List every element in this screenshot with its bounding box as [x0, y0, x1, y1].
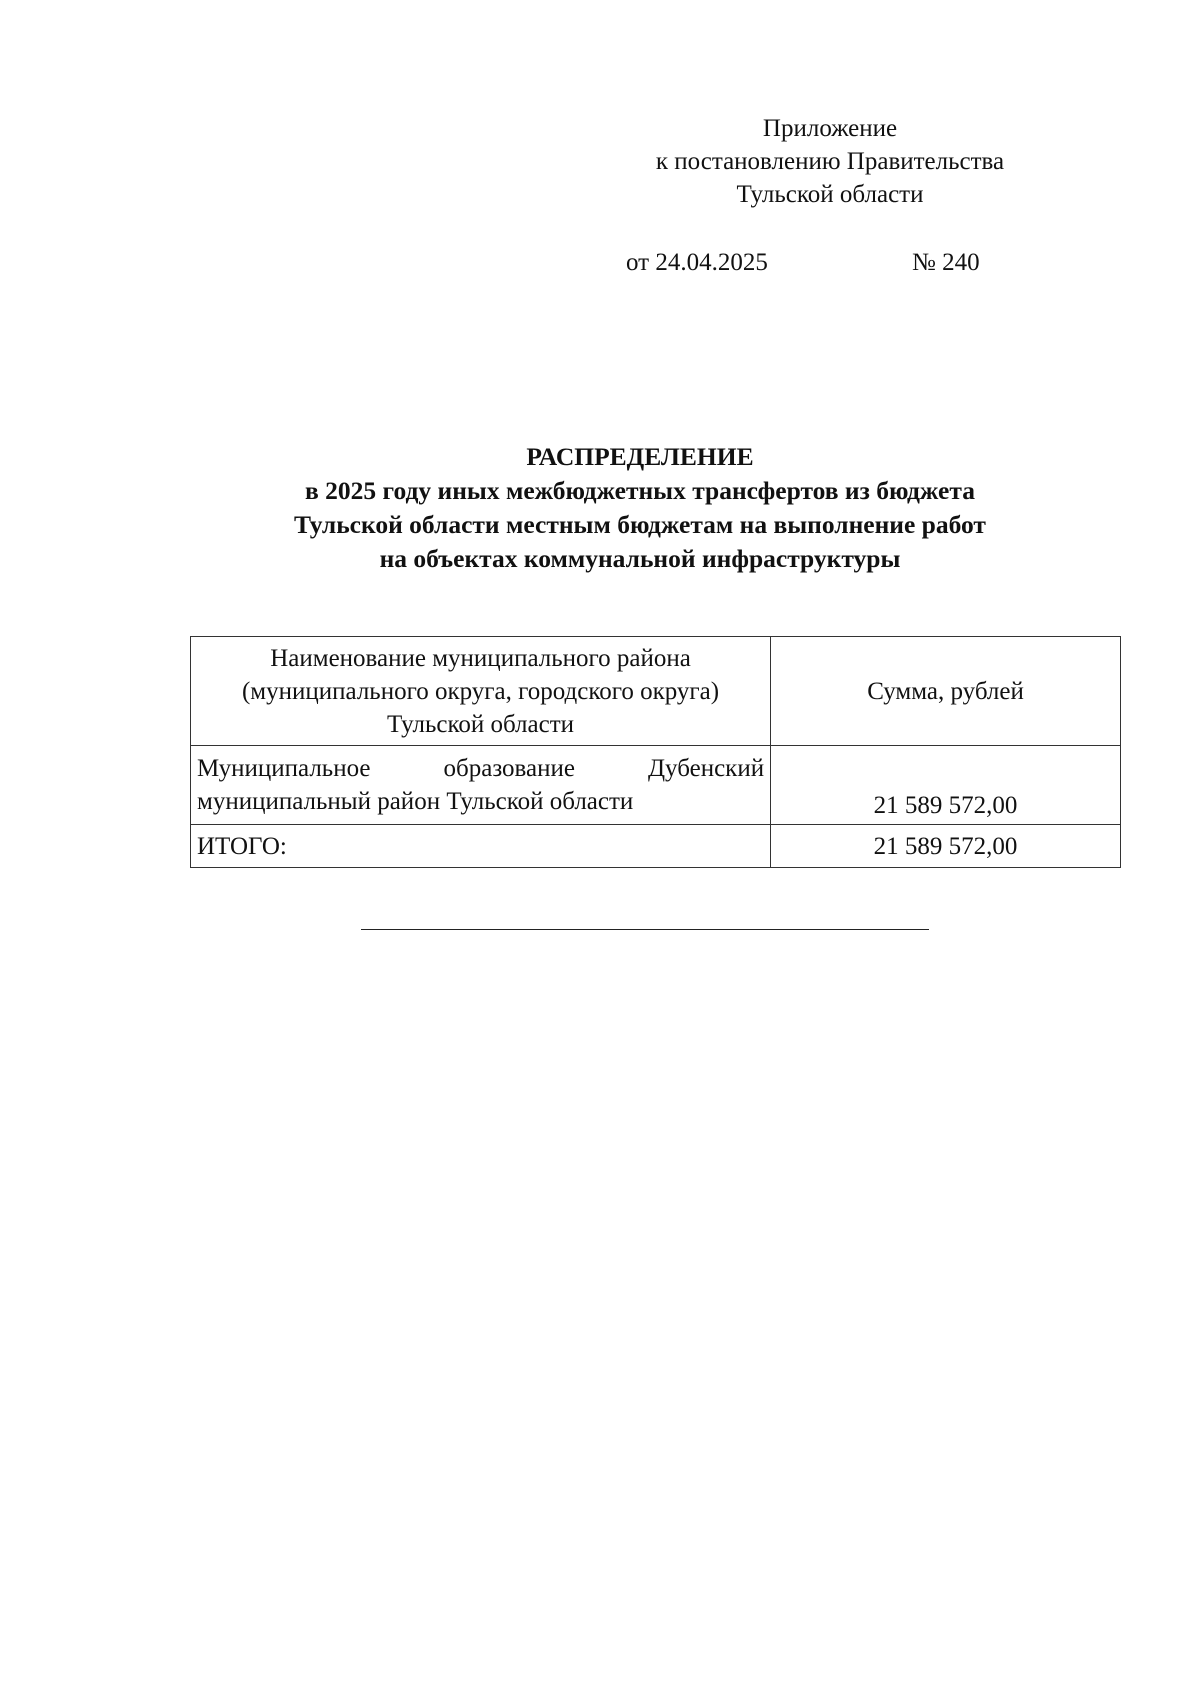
document-title [150, 440, 1130, 576]
annex-title: Приложение [762, 115, 898, 142]
annex-region: Тульской области [736, 181, 924, 208]
closing-divider-line [361, 929, 929, 930]
table-row [191, 746, 1121, 825]
table-header-row [191, 637, 1121, 746]
annex-block [610, 112, 1050, 211]
table-total-row [191, 825, 1121, 868]
distribution-table [190, 636, 1121, 868]
decree-date: от 24.04.2025 [626, 249, 768, 276]
header-sum-cell: Сумма, рублей [771, 637, 1121, 746]
total-sum-cell: 21 589 572,00 [771, 825, 1121, 868]
municipality-sum-cell: 21 589 572,00 [771, 746, 1121, 825]
annex-decree-reference: к постановлению Правительства [655, 148, 1005, 175]
total-label-cell: ИТОГО: [191, 825, 771, 868]
decree-number: № 240 [912, 249, 980, 276]
header-name-cell [191, 637, 771, 746]
document-subtitle-line-2: Тульской области местным бюджетам на выполнение работ [294, 510, 986, 539]
document-heading: РАСПРЕДЕЛЕНИЕ [526, 442, 754, 471]
header-name-line-1: Наименование муниципального района [270, 644, 691, 672]
header-name-line-2: (муниципального округа, городского округа) [241, 677, 720, 705]
header-name-line-3: Тульской области [387, 710, 575, 738]
document-subtitle-line-3: на объектах коммунальной инфраструктуры [379, 544, 901, 573]
municipality-name-cell: Муниципальное образование Дубенский муниципальный район Тульской области [191, 746, 771, 825]
document-subtitle-line-1: в 2025 году иных межбюджетных трансфертов из бюджета [305, 476, 975, 505]
